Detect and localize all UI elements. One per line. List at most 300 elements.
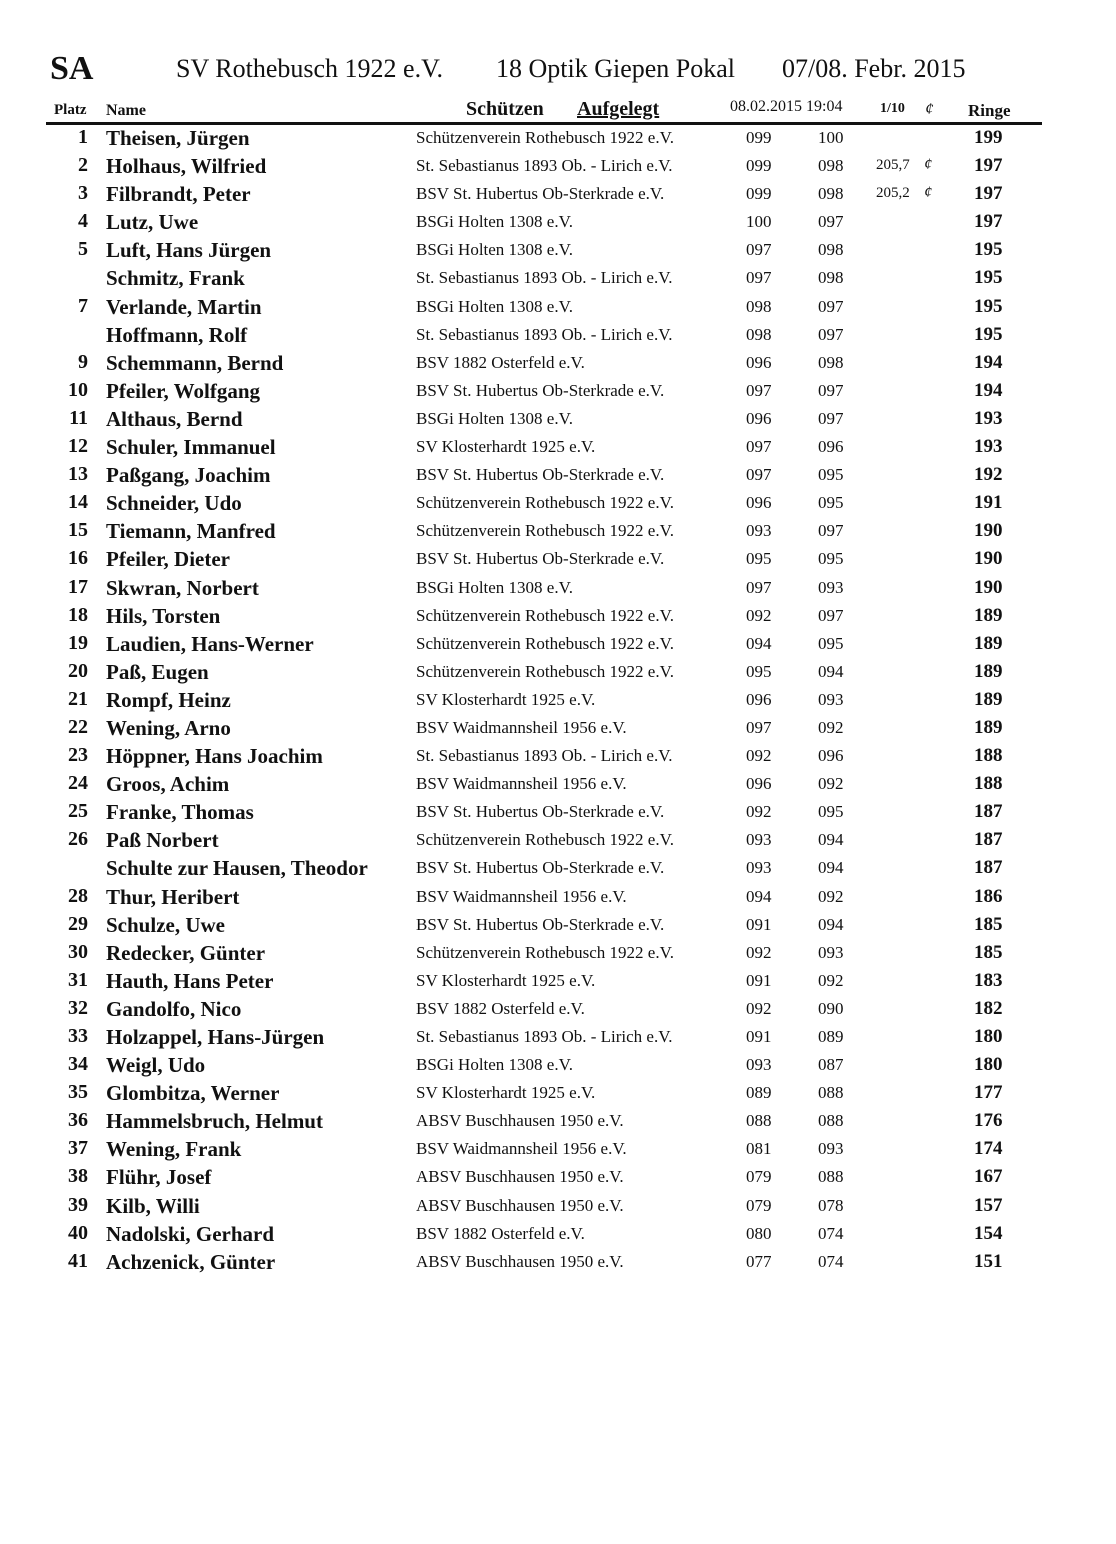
series-2-score: 090 <box>818 998 844 1018</box>
club-name: SV Klosterhardt 1925 e.V. <box>416 689 596 709</box>
table-row <box>0 854 1116 882</box>
table-row <box>0 1135 1116 1163</box>
shooter-name: Althaus, Bernd <box>106 406 243 431</box>
total-rings: 195 <box>974 295 1003 317</box>
rank-cell: 31 <box>68 968 88 991</box>
column-header-cent: ¢ <box>925 99 934 118</box>
rank-cell: 35 <box>68 1081 88 1104</box>
club-name: BSGi Holten 1308 e.V. <box>416 1055 573 1075</box>
series-1-score: 092 <box>746 605 772 625</box>
total-rings: 189 <box>974 604 1003 626</box>
series-1-score: 096 <box>746 493 772 513</box>
shooter-name: Holzappel, Hans-Jürgen <box>106 1025 325 1049</box>
club-name: BSV 1882 Osterfeld e.V. <box>416 1223 585 1243</box>
series-1-score: 077 <box>746 1251 772 1271</box>
club-name: Schützenverein Rothebusch 1922 e.V. <box>416 830 674 850</box>
club-name: BSGi Holten 1308 e.V. <box>416 296 573 316</box>
shooter-name: Nadolski, Gerhard <box>106 1221 275 1246</box>
series-1-score: 097 <box>746 240 772 260</box>
table-row <box>0 124 1116 152</box>
rank-cell: 41 <box>68 1249 88 1272</box>
shooter-name: Skwran, Norbert <box>106 575 259 600</box>
table-row <box>0 1248 1116 1276</box>
shooter-name: Schuler, Immanuel <box>106 435 276 460</box>
rank-cell: 24 <box>68 772 88 795</box>
shooter-name: Rompf, Heinz <box>106 687 231 712</box>
table-row <box>0 602 1116 630</box>
total-rings: 180 <box>974 1026 1003 1047</box>
series-2-score: 097 <box>818 324 844 344</box>
series-2-score: 097 <box>818 521 844 541</box>
series-1-score: 098 <box>746 296 772 316</box>
shooter-name: Paß, Eugen <box>106 659 209 684</box>
series-2-score: 092 <box>818 886 844 906</box>
total-rings: 187 <box>974 829 1003 851</box>
table-row <box>0 1192 1116 1220</box>
rank-cell: 30 <box>68 940 88 963</box>
shooter-name: Schmitz, Frank <box>106 266 245 291</box>
club-name: Schützenverein Rothebusch 1922 e.V. <box>416 942 674 962</box>
shooter-name: Hammelsbruch, Helmut <box>106 1109 323 1134</box>
rank-cell: 5 <box>78 238 88 261</box>
series-1-score: 096 <box>746 689 772 709</box>
club-name: BSV Waidmannsheil 1956 e.V. <box>416 774 627 794</box>
rank-cell: 12 <box>68 435 88 458</box>
rank-cell: 19 <box>68 631 88 654</box>
total-rings: 174 <box>974 1138 1003 1160</box>
series-1-score: 094 <box>746 633 772 653</box>
total-rings: 188 <box>974 773 1003 795</box>
shooter-name: Verlande, Martin <box>106 294 262 319</box>
series-1-score: 091 <box>746 1027 772 1046</box>
table-row <box>0 883 1116 911</box>
series-2-score: 093 <box>818 577 844 597</box>
total-rings: 151 <box>974 1250 1003 1272</box>
table-row <box>0 714 1116 742</box>
table-row <box>0 517 1116 545</box>
rank-cell: 11 <box>69 406 88 429</box>
shooter-name: Filbrandt, Peter <box>106 182 251 207</box>
shooter-name: Groos, Achim <box>106 772 230 797</box>
series-2-score: 095 <box>818 802 844 822</box>
series-1-score: 092 <box>746 746 772 766</box>
club-name: Schützenverein Rothebusch 1922 e.V. <box>416 633 674 653</box>
rank-cell: 16 <box>68 547 88 570</box>
series-1-score: 093 <box>746 521 772 541</box>
rank-cell: 20 <box>68 659 88 682</box>
series-1-score: 092 <box>746 942 772 962</box>
total-rings: 186 <box>974 885 1003 907</box>
rank-cell: 26 <box>68 828 88 851</box>
rank-cell: 40 <box>68 1221 88 1244</box>
club-name: BSV St. Hubertus Ob-Sterkrade e.V. <box>416 802 665 822</box>
total-rings: 187 <box>974 801 1003 823</box>
shooter-name: Achzenick, Günter <box>106 1249 276 1274</box>
rank-cell: 21 <box>68 687 88 710</box>
cent-marker: ¢ <box>924 184 932 202</box>
club-name: BSV St. Hubertus Ob-Sterkrade e.V. <box>416 380 665 400</box>
series-2-score: 093 <box>818 942 844 962</box>
total-rings: 197 <box>974 211 1003 233</box>
club-name: BSV 1882 Osterfeld e.V. <box>416 998 585 1018</box>
table-row <box>0 377 1116 405</box>
shooter-name: Franke, Thomas <box>106 800 254 825</box>
shooter-name: Flühr, Josef <box>106 1165 212 1190</box>
shooter-name: Gandolfo, Nico <box>106 996 242 1021</box>
club-name: BSGi Holten 1308 e.V. <box>416 577 573 597</box>
total-rings: 167 <box>974 1166 1003 1188</box>
table-row <box>0 911 1116 939</box>
table-row <box>0 1079 1116 1107</box>
series-2-score: 097 <box>818 380 844 400</box>
table-row <box>0 770 1116 798</box>
series-2-score: 093 <box>818 689 844 709</box>
total-rings: 183 <box>974 969 1003 991</box>
shooter-name: Wening, Arno <box>106 715 231 740</box>
club-name: Schützenverein Rothebusch 1922 e.V. <box>416 521 674 541</box>
total-rings: 185 <box>974 941 1003 963</box>
series-1-score: 095 <box>746 549 772 569</box>
tenth-score: 205,7 <box>876 157 910 174</box>
table-row <box>0 1220 1116 1248</box>
total-rings: 195 <box>974 323 1003 345</box>
series-1-score: 097 <box>746 465 772 485</box>
total-rings: 192 <box>974 464 1003 486</box>
shooter-name: Kilb, Willi <box>106 1193 200 1218</box>
rank-cell: 10 <box>68 378 88 401</box>
table-row <box>0 405 1116 433</box>
rank-cell: 33 <box>68 1025 88 1047</box>
shooter-name: Weigl, Udo <box>106 1053 206 1078</box>
series-2-score: 089 <box>818 1027 844 1046</box>
series-1-score: 097 <box>746 268 772 288</box>
table-row <box>0 152 1116 180</box>
host-club: SV Rothebusch 1922 e.V. <box>176 54 443 83</box>
total-rings: 189 <box>974 632 1003 654</box>
club-name: BSGi Holten 1308 e.V. <box>416 240 573 260</box>
club-name: SV Klosterhardt 1925 e.V. <box>416 970 596 990</box>
series-1-score: 097 <box>746 380 772 400</box>
column-header-row <box>0 98 1116 122</box>
column-header-tenth: 1/10 <box>880 101 905 116</box>
event-title: 18 Optik Giepen Pokal <box>496 54 736 83</box>
rank-cell: 39 <box>68 1193 88 1216</box>
series-2-score: 087 <box>818 1055 844 1075</box>
series-2-score: 098 <box>818 184 844 204</box>
shooter-name: Thur, Heribert <box>106 884 240 909</box>
series-2-score: 097 <box>818 408 844 428</box>
table-row <box>0 630 1116 658</box>
club-name: ABSV Buschhausen 1950 e.V. <box>416 1195 624 1215</box>
total-rings: 189 <box>974 660 1003 682</box>
series-1-score: 096 <box>746 408 772 428</box>
total-rings: 195 <box>974 267 1003 289</box>
rank-cell: 7 <box>78 294 88 317</box>
series-1-score: 098 <box>746 324 772 344</box>
class-code: SA <box>50 50 94 87</box>
total-rings: 177 <box>974 1082 1003 1104</box>
total-rings: 195 <box>974 239 1003 261</box>
rank-cell: 38 <box>68 1165 88 1188</box>
series-2-score: 097 <box>818 605 844 625</box>
shooter-name: Glombitza, Werner <box>106 1081 280 1106</box>
total-rings: 176 <box>974 1110 1003 1132</box>
table-row <box>0 1051 1116 1079</box>
club-name: St. Sebastianus 1893 Ob. - Lirich e.V. <box>416 746 673 766</box>
total-rings: 191 <box>974 492 1003 514</box>
series-1-score: 092 <box>746 998 772 1018</box>
total-rings: 182 <box>974 997 1003 1019</box>
rank-cell: 36 <box>68 1109 88 1132</box>
total-rings: 197 <box>974 183 1003 205</box>
club-name: Schützenverein Rothebusch 1922 e.V. <box>416 661 674 681</box>
tenth-score: 205,2 <box>876 185 910 202</box>
series-1-score: 094 <box>746 886 772 906</box>
table-row <box>0 461 1116 489</box>
series-2-score: 098 <box>818 156 844 176</box>
series-2-score: 095 <box>818 633 844 653</box>
series-2-score: 098 <box>818 352 844 372</box>
rank-cell: 37 <box>68 1137 88 1160</box>
shooter-name: Hauth, Hans Peter <box>106 968 274 993</box>
total-rings: 187 <box>974 857 1003 879</box>
club-name: Schützenverein Rothebusch 1922 e.V. <box>416 605 674 625</box>
table-row <box>0 1023 1116 1051</box>
series-2-score: 074 <box>818 1251 844 1271</box>
club-name: BSV St. Hubertus Ob-Sterkrade e.V. <box>416 184 665 204</box>
column-header-schuetzen: Schützen <box>466 98 544 120</box>
table-row <box>0 293 1116 321</box>
series-1-score: 088 <box>746 1111 772 1131</box>
series-1-score: 100 <box>746 212 772 232</box>
total-rings: 199 <box>974 127 1003 148</box>
shooter-name: Schulze, Uwe <box>106 912 225 937</box>
club-name: BSV Waidmannsheil 1956 e.V. <box>416 717 627 737</box>
table-row <box>0 939 1116 967</box>
rank-cell: 28 <box>68 884 88 907</box>
total-rings: 189 <box>974 688 1003 710</box>
club-name: St. Sebastianus 1893 Ob. - Lirich e.V. <box>416 268 673 288</box>
shooter-name: Pfeiler, Dieter <box>106 547 230 572</box>
total-rings: 194 <box>974 379 1003 401</box>
series-2-score: 094 <box>818 661 844 681</box>
column-header-platz: Platz <box>54 102 87 118</box>
shooter-name: Redecker, Günter <box>106 940 266 965</box>
club-name: St. Sebastianus 1893 Ob. - Lirich e.V. <box>416 156 673 176</box>
series-2-score: 088 <box>818 1167 844 1187</box>
series-2-score: 095 <box>818 465 844 485</box>
series-1-score: 099 <box>746 184 772 204</box>
club-name: ABSV Buschhausen 1950 e.V. <box>416 1167 624 1187</box>
series-2-score: 094 <box>818 858 844 878</box>
club-name: ABSV Buschhausen 1950 e.V. <box>416 1111 624 1131</box>
table-row <box>0 967 1116 995</box>
cent-marker: ¢ <box>924 156 932 174</box>
series-2-score: 097 <box>818 296 844 316</box>
table-row <box>0 433 1116 461</box>
table-row <box>0 826 1116 854</box>
total-rings: 197 <box>974 155 1003 177</box>
shooter-name: Wening, Frank <box>106 1137 242 1162</box>
shooter-name: Schemmann, Bernd <box>106 350 284 375</box>
club-name: BSV St. Hubertus Ob-Sterkrade e.V. <box>416 914 665 934</box>
series-1-score: 079 <box>746 1167 772 1187</box>
shooter-name: Theisen, Jürgen <box>106 126 250 150</box>
series-1-score: 093 <box>746 1055 772 1075</box>
rank-cell: 29 <box>68 912 88 935</box>
series-1-score: 097 <box>746 577 772 597</box>
rank-cell: 14 <box>68 491 88 514</box>
series-2-score: 100 <box>818 128 844 147</box>
total-rings: 154 <box>974 1222 1003 1244</box>
series-2-score: 094 <box>818 830 844 850</box>
series-1-score: 099 <box>746 128 772 147</box>
table-row <box>0 686 1116 714</box>
series-1-score: 097 <box>746 437 772 457</box>
club-name: St. Sebastianus 1893 Ob. - Lirich e.V. <box>416 1027 673 1046</box>
club-name: BSGi Holten 1308 e.V. <box>416 408 573 428</box>
rank-cell: 13 <box>68 463 88 486</box>
series-1-score: 099 <box>746 156 772 176</box>
series-1-score: 091 <box>746 914 772 934</box>
total-rings: 194 <box>974 351 1003 373</box>
table-row <box>0 545 1116 573</box>
total-rings: 190 <box>974 576 1003 598</box>
shooter-name: Paßgang, Joachim <box>106 463 271 488</box>
total-rings: 193 <box>974 436 1003 458</box>
series-2-score: 092 <box>818 774 844 794</box>
series-1-score: 095 <box>746 661 772 681</box>
shooter-name: Pfeiler, Wolfgang <box>106 378 260 403</box>
event-date: 07/08. Febr. 2015 <box>782 54 966 83</box>
series-2-score: 096 <box>818 437 844 457</box>
series-2-score: 096 <box>818 746 844 766</box>
table-row <box>0 574 1116 602</box>
shooter-name: Schneider, Udo <box>106 491 242 516</box>
rank-cell: 22 <box>68 715 88 738</box>
table-row <box>0 995 1116 1023</box>
total-rings: 188 <box>974 745 1003 767</box>
series-2-score: 097 <box>818 212 844 232</box>
document-header <box>0 48 1116 88</box>
total-rings: 190 <box>974 548 1003 570</box>
rank-cell: 23 <box>68 744 88 767</box>
shooter-name: Laudien, Hans-Werner <box>106 631 314 656</box>
series-1-score: 097 <box>746 717 772 737</box>
club-name: ABSV Buschhausen 1950 e.V. <box>416 1251 624 1271</box>
series-1-score: 081 <box>746 1139 772 1159</box>
table-row <box>0 798 1116 826</box>
series-2-score: 088 <box>818 1083 844 1103</box>
table-row <box>0 349 1116 377</box>
club-name: St. Sebastianus 1893 Ob. - Lirich e.V. <box>416 324 673 344</box>
shooter-name: Höppner, Hans Joachim <box>106 744 323 769</box>
rank-cell: 17 <box>68 575 88 598</box>
series-1-score: 096 <box>746 774 772 794</box>
rank-cell: 2 <box>78 154 88 177</box>
column-header-aufgelegt: Aufgelegt <box>577 98 660 120</box>
series-2-score: 098 <box>818 268 844 288</box>
shooter-name: Luft, Hans Jürgen <box>106 238 272 263</box>
series-2-score: 088 <box>818 1111 844 1131</box>
series-2-score: 092 <box>818 717 844 737</box>
shooter-name: Schulte zur Hausen, Theodor <box>106 856 368 881</box>
total-rings: 180 <box>974 1054 1003 1076</box>
table-row <box>0 1163 1116 1191</box>
rank-cell: 25 <box>68 800 88 823</box>
total-rings: 190 <box>974 520 1003 542</box>
table-row <box>0 180 1116 208</box>
rank-cell: 3 <box>78 182 88 205</box>
shooter-name: Holhaus, Wilfried <box>106 154 267 179</box>
shooter-name: Lutz, Uwe <box>106 210 199 235</box>
club-name: BSV St. Hubertus Ob-Sterkrade e.V. <box>416 858 665 878</box>
shooter-name: Paß Norbert <box>106 828 219 853</box>
total-rings: 193 <box>974 407 1003 429</box>
table-row <box>0 489 1116 517</box>
total-rings: 157 <box>974 1194 1003 1216</box>
total-rings: 189 <box>974 716 1003 738</box>
table-row <box>0 264 1116 292</box>
series-2-score: 094 <box>818 914 844 934</box>
table-row <box>0 236 1116 264</box>
rank-cell: 1 <box>78 126 88 148</box>
total-rings: 185 <box>974 913 1003 935</box>
rank-cell: 34 <box>68 1053 88 1076</box>
club-name: BSV 1882 Osterfeld e.V. <box>416 352 585 372</box>
rank-cell: 9 <box>78 350 88 373</box>
series-2-score: 092 <box>818 970 844 990</box>
rank-cell: 15 <box>68 519 88 542</box>
club-name: BSV Waidmannsheil 1956 e.V. <box>416 886 627 906</box>
series-1-score: 080 <box>746 1223 772 1243</box>
series-2-score: 078 <box>818 1195 844 1215</box>
series-1-score: 093 <box>746 830 772 850</box>
club-name: SV Klosterhardt 1925 e.V. <box>416 437 596 457</box>
series-1-score: 079 <box>746 1195 772 1215</box>
column-header-ringe: Ringe <box>968 101 1011 120</box>
rank-cell: 4 <box>78 210 88 233</box>
table-row <box>0 1107 1116 1135</box>
club-name: BSV St. Hubertus Ob-Sterkrade e.V. <box>416 465 665 485</box>
shooter-name: Tiemann, Manfred <box>106 519 276 544</box>
club-name: BSGi Holten 1308 e.V. <box>416 212 573 232</box>
column-header-name: Name <box>106 102 146 119</box>
table-row <box>0 742 1116 770</box>
table-row <box>0 321 1116 349</box>
shooter-name: Hils, Torsten <box>106 603 221 628</box>
rank-cell: 32 <box>68 996 88 1019</box>
club-name: SV Klosterhardt 1925 e.V. <box>416 1083 596 1103</box>
table-row <box>0 658 1116 686</box>
club-name: BSV St. Hubertus Ob-Sterkrade e.V. <box>416 549 665 569</box>
series-2-score: 074 <box>818 1223 844 1243</box>
club-name: Schützenverein Rothebusch 1922 e.V. <box>416 493 674 513</box>
series-1-score: 093 <box>746 858 772 878</box>
series-2-score: 095 <box>818 549 844 569</box>
shooter-name: Hoffmann, Rolf <box>106 322 248 347</box>
series-1-score: 096 <box>746 352 772 372</box>
club-name: Schützenverein Rothebusch 1922 e.V. <box>416 128 674 147</box>
series-1-score: 092 <box>746 802 772 822</box>
series-2-score: 093 <box>818 1139 844 1159</box>
print-timestamp: 08.02.2015 19:04 <box>730 98 843 115</box>
series-2-score: 098 <box>818 240 844 260</box>
club-name: BSV Waidmannsheil 1956 e.V. <box>416 1139 627 1159</box>
series-1-score: 091 <box>746 970 772 990</box>
rank-cell: 18 <box>68 603 88 626</box>
series-1-score: 089 <box>746 1083 772 1103</box>
